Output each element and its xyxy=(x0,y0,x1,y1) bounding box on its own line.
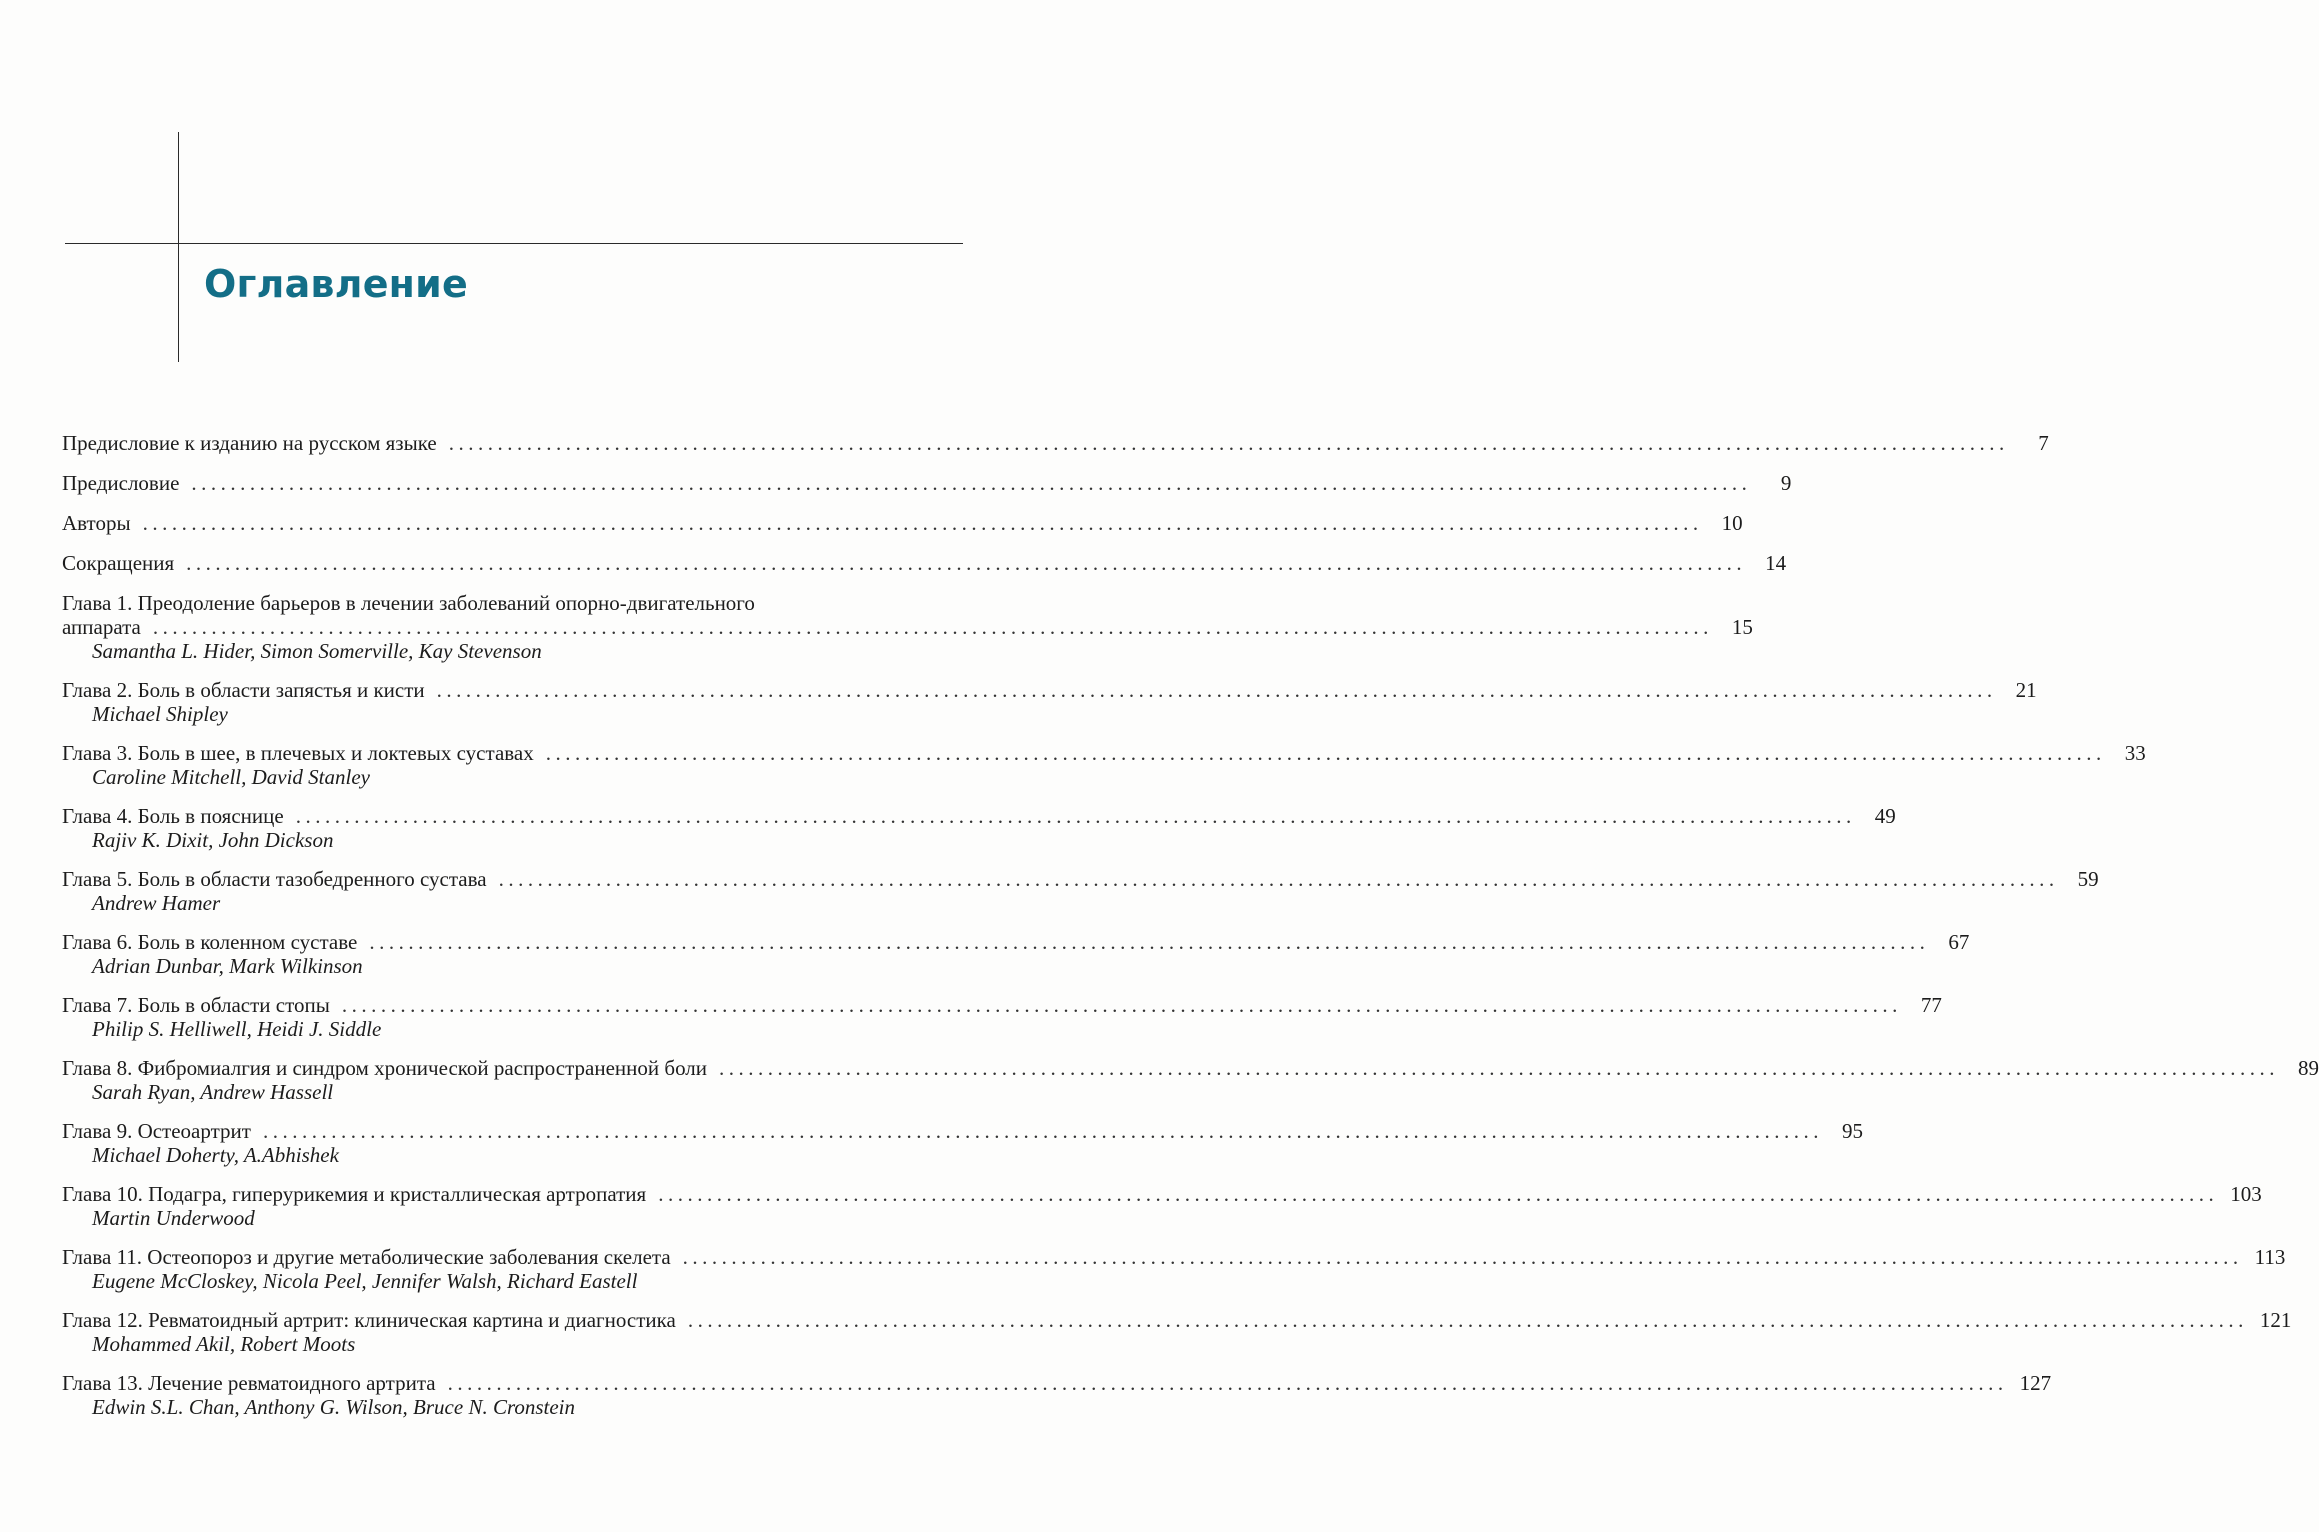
toc-entry-abbreviations[interactable] xyxy=(62,551,1787,575)
toc-page-number: 9 xyxy=(1780,471,1792,495)
toc-entry-authors: Andrew Hamer xyxy=(92,891,221,915)
toc-page-number: 49 xyxy=(1874,804,1896,828)
toc-entry-title: Глава 4. Боль в пояснице xyxy=(62,804,284,828)
dot-leader: ................................................................................................................................................................ xyxy=(719,1056,2280,1080)
toc-entry-authors: Sarah Ryan, Andrew Hassell xyxy=(92,1080,334,1104)
dot-leader: ................................................................................................................................................................ xyxy=(498,867,2059,891)
dot-leader: ................................................................................................................................................................ xyxy=(191,471,1752,495)
toc-entry-title: Предисловие к изданию на русском языке xyxy=(62,431,437,455)
toc-page-number: 7 xyxy=(2038,431,2049,455)
toc-entry-authors: Eugene McCloskey, Nicola Peel, Jennifer Walsh, Richard Eastell xyxy=(92,1269,638,1293)
toc-page-number: 121 xyxy=(2259,1308,2292,1332)
dot-leader: ................................................................................................................................................................ xyxy=(142,511,1703,535)
toc-entry-authors: Michael Doherty, A.Abhishek xyxy=(92,1143,339,1167)
toc-entry-title: Авторы xyxy=(62,511,131,535)
dot-leader: ................................................................................................................................................................ xyxy=(295,804,1856,828)
dot-leader: ................................................................................................................................................................ xyxy=(682,1245,2243,1269)
toc-entry-chapter[interactable] xyxy=(62,1119,1863,1167)
toc-entry-title: Глава 7. Боль в области стопы xyxy=(62,993,330,1017)
toc-entry-title: Глава 10. Подагра, гиперурикемия и кристаллическая артропатия xyxy=(62,1182,647,1206)
toc-entry-title: Глава 8. Фибромиалгия и синдром хронической распространенной боли xyxy=(62,1056,708,1080)
toc-entry-chapter[interactable] xyxy=(62,1182,2262,1230)
dot-leader: ................................................................................................................................................................ xyxy=(687,1308,2248,1332)
toc-page-number: 67 xyxy=(1948,930,1970,954)
toc-entry-title: Предисловие xyxy=(62,471,180,495)
toc-page-number: 33 xyxy=(2124,741,2146,765)
toc-entry-title: Глава 11. Остеопороз и другие метаболические заболевания скелета xyxy=(62,1245,671,1269)
toc-entry-authors: Mohammed Akil, Robert Moots xyxy=(92,1332,356,1356)
dot-leader: ................................................................................................................................................................ xyxy=(152,615,1713,639)
toc-entry-title: Глава 5. Боль в области тазобедренного сустава xyxy=(62,867,487,891)
toc-page-number: 59 xyxy=(2077,867,2099,891)
toc-page-number: 89 xyxy=(2298,1056,2319,1080)
dot-leader: ................................................................................................................................................................ xyxy=(186,551,1747,575)
toc-page-number: 95 xyxy=(1841,1119,1863,1143)
toc-entry-title: Сокращения xyxy=(62,551,175,575)
toc-page-number: 127 xyxy=(2019,1371,2052,1395)
toc-entry-title: Глава 3. Боль в шее, в плечевых и локтевых суставах xyxy=(62,741,534,765)
toc-entry-authors[interactable] xyxy=(62,511,1743,535)
toc-entry-authors: Edwin S.L. Chan, Anthony G. Wilson, Bruce N. Cronstein xyxy=(92,1395,576,1419)
page-title: Оглавление xyxy=(204,262,468,306)
toc-entry-authors: Caroline Mitchell, David Stanley xyxy=(92,765,370,789)
horizontal-rule xyxy=(65,243,963,244)
toc-page-number: 113 xyxy=(2254,1245,2286,1269)
toc-entry-chapter-1[interactable] xyxy=(62,591,1753,663)
toc-entry-preface[interactable] xyxy=(62,471,1792,495)
toc-entry-chapter[interactable] xyxy=(62,1245,2286,1293)
toc-entry-title: Глава 9. Остеоартрит xyxy=(62,1119,251,1143)
toc-page-number: 15 xyxy=(1731,615,1753,639)
toc-entry-title: Глава 2. Боль в области запястья и кисти xyxy=(62,678,425,702)
dot-leader: ................................................................................................................................................................ xyxy=(545,741,2106,765)
toc-page-number: 21 xyxy=(2015,678,2037,702)
toc-page-number: 103 xyxy=(2230,1182,2262,1206)
toc-entry-chapter[interactable] xyxy=(62,1308,2292,1356)
toc-entry-chapter[interactable] xyxy=(62,930,1970,978)
dot-leader: ................................................................................................................................................................ xyxy=(447,1371,2008,1395)
toc-entry-title: Глава 1. Преодоление барьеров в лечении заболеваний опорно-двигательного xyxy=(62,591,755,615)
toc-entry-preface-russian[interactable] xyxy=(62,431,2049,455)
dot-leader: ................................................................................................................................................................ xyxy=(262,1119,1823,1143)
toc-entry-chapter[interactable] xyxy=(62,993,1942,1041)
dot-leader: ................................................................................................................................................................ xyxy=(658,1182,2219,1206)
toc-entry-authors: Martin Underwood xyxy=(92,1206,255,1230)
dot-leader: ................................................................................................................................................................ xyxy=(341,993,1902,1017)
toc-entry-chapter[interactable] xyxy=(62,741,2146,789)
toc-entry-chapter[interactable] xyxy=(62,867,2099,915)
toc-page-number: 77 xyxy=(1920,993,1942,1017)
vertical-rule xyxy=(178,132,179,362)
toc-entry-authors: Philip S. Helliwell, Heidi J. Siddle xyxy=(92,1017,382,1041)
toc-entry-authors: Samantha L. Hider, Simon Somerville, Kay Stevenson xyxy=(92,639,542,663)
toc-entry-authors: Adrian Dunbar, Mark Wilkinson xyxy=(92,954,363,978)
toc-page-number: 10 xyxy=(1721,511,1743,535)
toc-entry-title: Глава 6. Боль в коленном суставе xyxy=(62,930,358,954)
toc-entry-title-continued: аппарата xyxy=(62,615,141,639)
toc-entry-chapter[interactable] xyxy=(62,1371,2052,1419)
toc-entry-authors: Rajiv K. Dixit, John Dickson xyxy=(92,828,334,852)
dot-leader: ................................................................................................................................................................ xyxy=(448,431,2009,455)
dot-leader: ................................................................................................................................................................ xyxy=(369,930,1930,954)
toc-entry-chapter[interactable] xyxy=(62,804,1896,852)
dot-leader: ................................................................................................................................................................ xyxy=(436,678,1997,702)
toc-entry-chapter[interactable] xyxy=(62,1056,2319,1104)
toc-entry-title: Глава 12. Ревматоидный артрит: клиническая картина и диагностика xyxy=(62,1308,676,1332)
toc-page-number: 14 xyxy=(1765,551,1787,575)
toc-entry-chapter[interactable] xyxy=(62,678,2037,726)
table-of-contents xyxy=(62,431,2319,1434)
toc-entry-authors: Michael Shipley xyxy=(92,702,228,726)
toc-entry-title: Глава 13. Лечение ревматоидного артрита xyxy=(62,1371,436,1395)
